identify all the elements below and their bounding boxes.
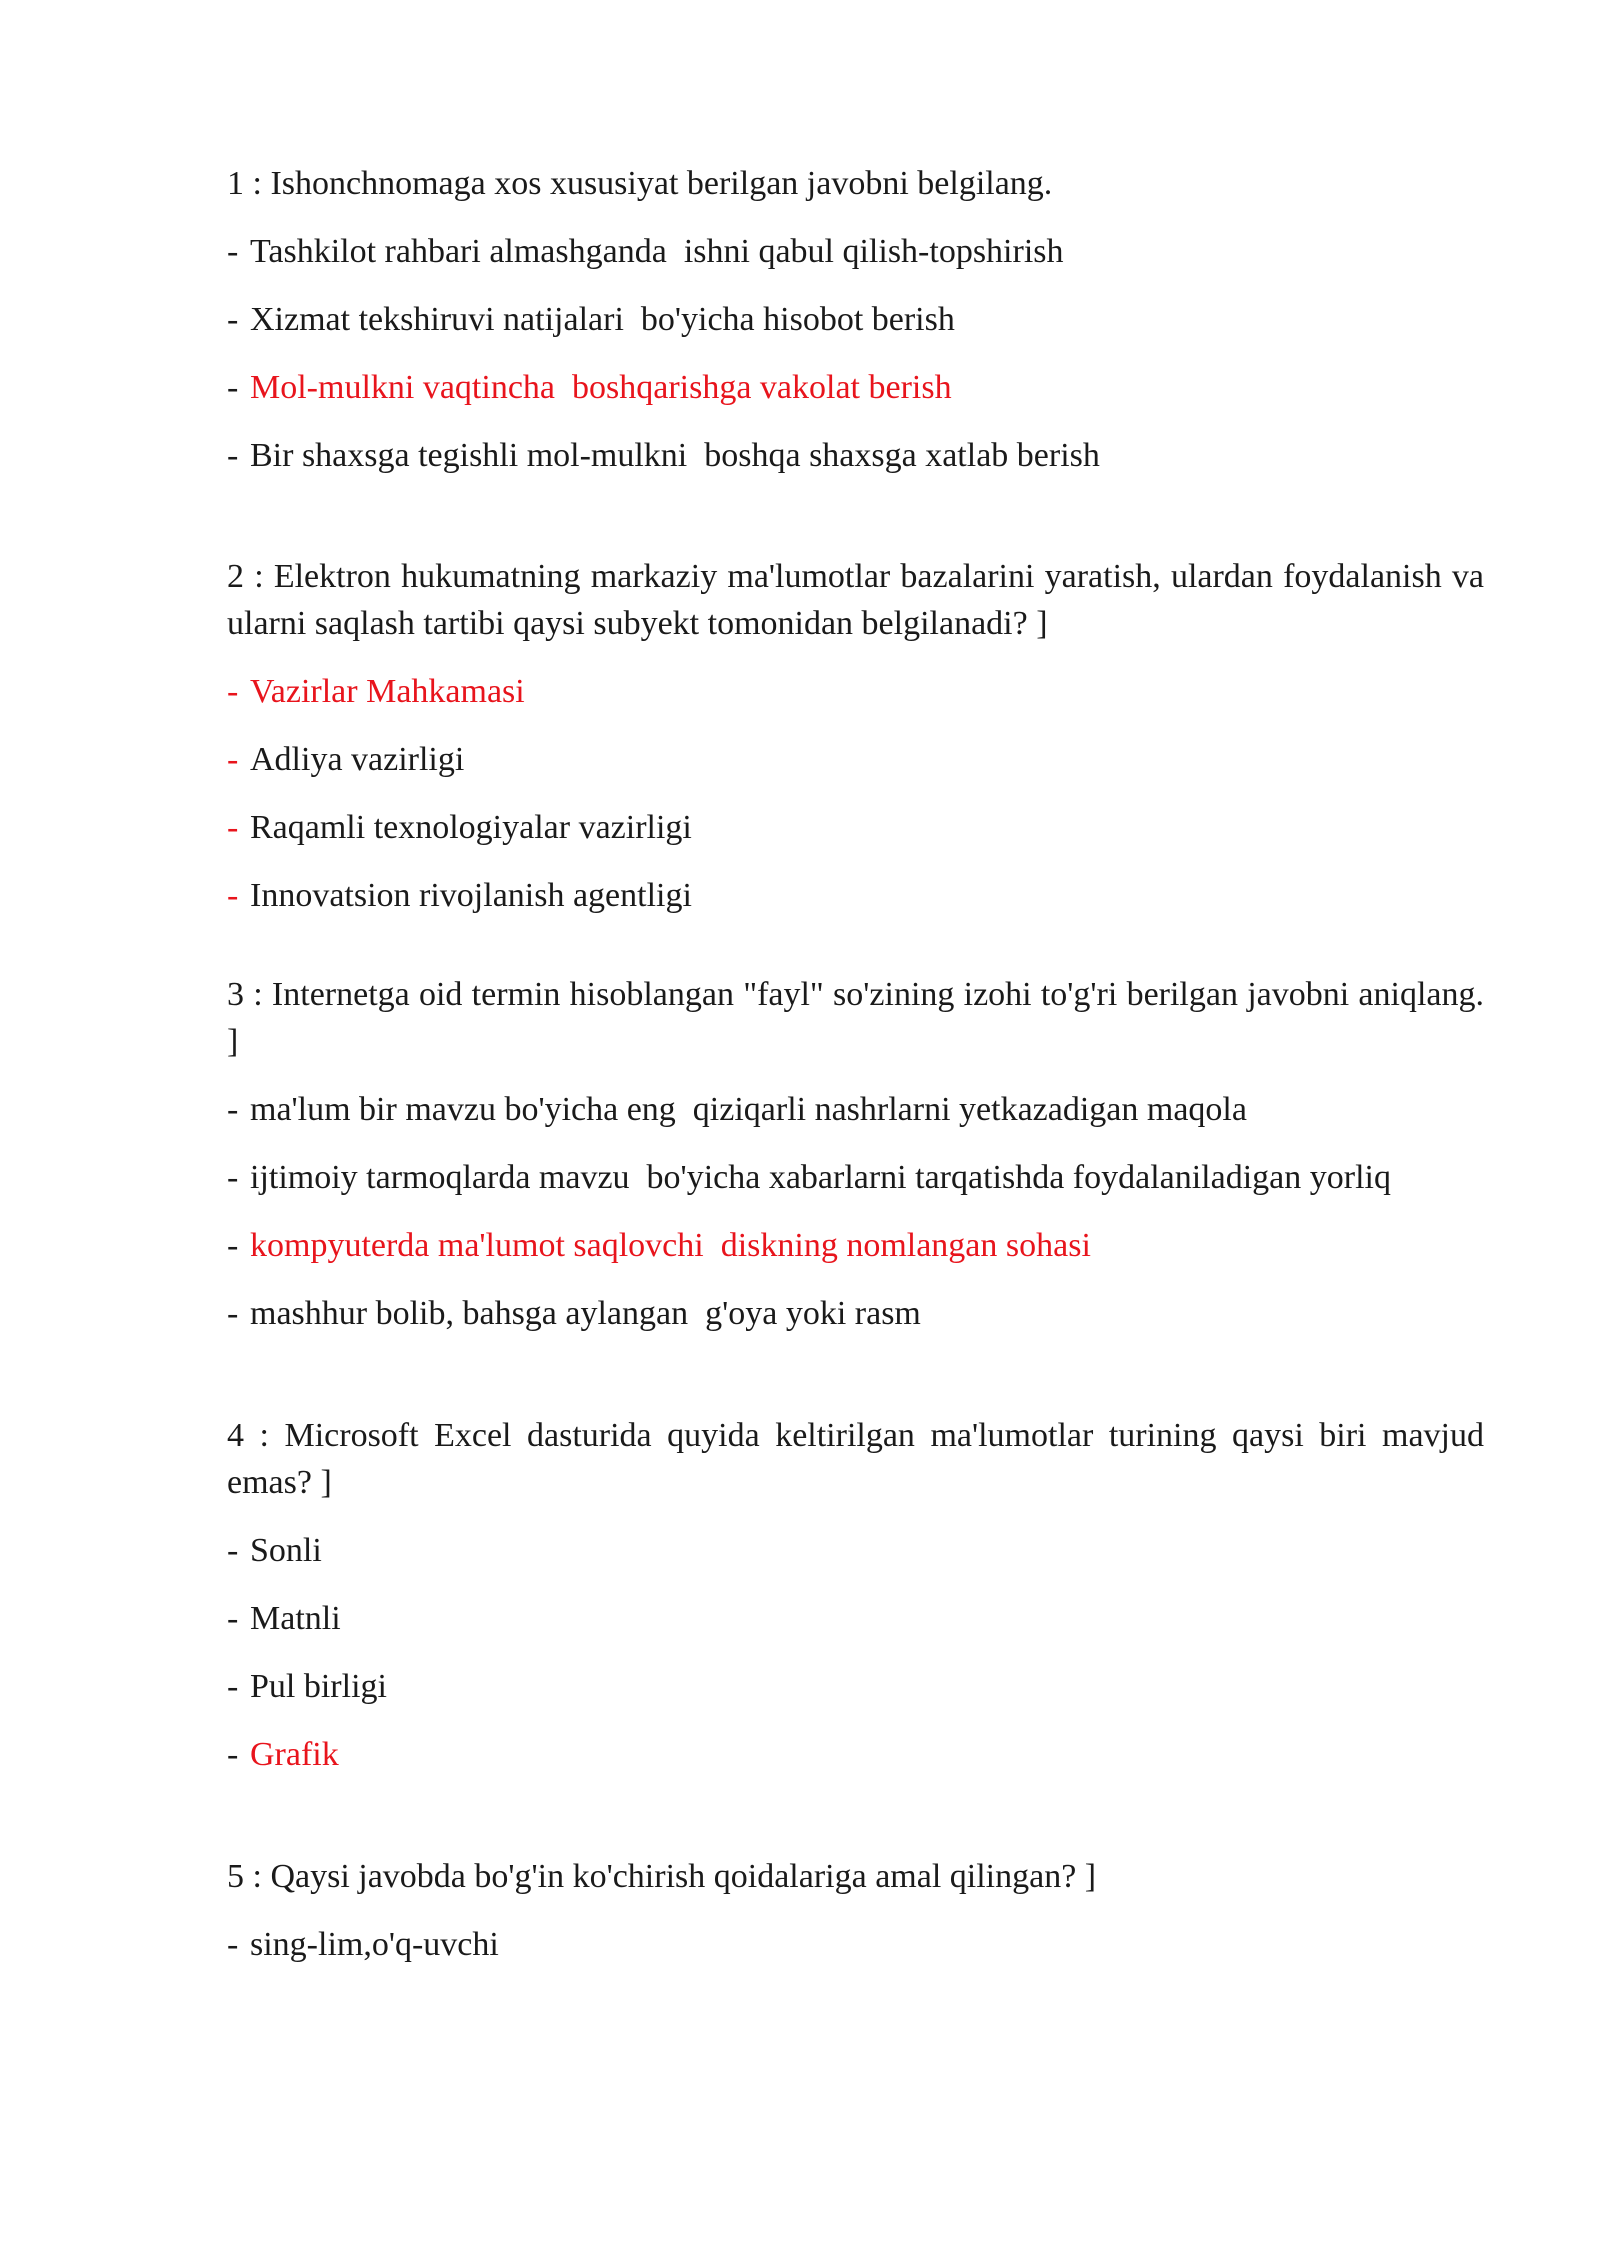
option-text: Innovatsion rivojlanish agentligi (250, 877, 692, 914)
option-text: sing-lim,o'q-uvchi (250, 1926, 499, 1963)
option-text: Tashkilot rahbari almashganda ishni qabul qilish-topshirish (250, 233, 1064, 270)
question-text: 5 : Qaysi javobda bo'g'in ko'chirish qoidalariga amal qilingan? ] (227, 1858, 1097, 1895)
option-item (227, 872, 1484, 919)
option-text-correct: Mol-mulkni vaqtincha boshqarishga vakolat berish (250, 369, 952, 406)
question-block-1 (227, 160, 1484, 479)
option-dash: - (227, 1227, 239, 1264)
option-dash: - (227, 301, 239, 338)
option-dash: - (227, 233, 239, 270)
option-dash: - (227, 809, 239, 846)
option-item (227, 736, 1484, 783)
question-block-3 (227, 971, 1484, 1337)
option-dash: - (227, 673, 239, 710)
option-dash: - (227, 1600, 239, 1637)
option-text: Xizmat tekshiruvi natijalari bo'yicha hisobot berish (250, 301, 955, 338)
document-page (227, 160, 1484, 1968)
option-item-correct (227, 668, 1484, 715)
option-item-correct (227, 1731, 1484, 1778)
option-text: mashhur bolib, bahsga aylangan g'oya yoki rasm (250, 1295, 921, 1332)
option-dash: - (227, 1295, 239, 1332)
option-item (227, 1595, 1484, 1642)
option-dash: - (227, 1091, 239, 1128)
option-dash: - (227, 741, 239, 778)
option-item (227, 296, 1484, 343)
option-item (227, 1086, 1484, 1133)
option-dash: - (227, 1668, 239, 1705)
option-item (227, 1290, 1484, 1337)
option-text: Bir shaxsga tegishli mol-mulkni boshqa shaxsga xatlab berish (250, 437, 1100, 474)
question-block-2 (227, 553, 1484, 919)
options-list (227, 1921, 1484, 1968)
option-text: Matnli (250, 1600, 341, 1637)
question-block-4 (227, 1412, 1484, 1778)
option-item (227, 432, 1484, 479)
question-block-5 (227, 1853, 1484, 1968)
option-item (227, 228, 1484, 275)
option-text-correct: kompyuterda ma'lumot saqlovchi diskning nomlangan sohasi (250, 1227, 1091, 1264)
question-text: 1 : Ishonchnomaga xos xususiyat berilgan javobni belgilang. (227, 165, 1053, 202)
option-text: ma'lum bir mavzu bo'yicha eng qiziqarli nashrlarni yetkazadigan maqola (250, 1091, 1247, 1128)
option-dash: - (227, 877, 239, 914)
options-list (227, 1086, 1484, 1337)
options-list (227, 228, 1484, 479)
option-dash: - (227, 1532, 239, 1569)
option-text-correct: Vazirlar Mahkamasi (250, 673, 525, 710)
option-dash: - (227, 1159, 239, 1196)
options-list (227, 668, 1484, 919)
question-text: 4 : Microsoft Excel dasturida quyida keltirilgan ma'lumotlar turining qaysi biri mavjud emas? ] (227, 1417, 1484, 1501)
question-text: 3 : Internetga oid termin hisoblangan "fayl" so'zining izohi to'g'ri berilgan javobni aniqlang. ] (227, 976, 1484, 1060)
option-item (227, 1154, 1484, 1201)
option-item (227, 1921, 1484, 1968)
options-list (227, 1527, 1484, 1778)
question-text: 2 : Elektron hukumatning markaziy ma'lumotlar bazalarini yaratish, ulardan foydalanish va ularni saqlash tartibi qaysi subyekt tomonidan belgilanadi? ] (227, 558, 1484, 642)
option-text: ijtimoiy tarmoqlarda mavzu bo'yicha xabarlarni tarqatishda foydalaniladigan yorliq (250, 1159, 1391, 1196)
option-text: Adliya vazirligi (250, 741, 465, 778)
option-dash: - (227, 1926, 239, 1963)
option-text: Sonli (250, 1532, 322, 1569)
option-text-correct: Grafik (250, 1736, 339, 1773)
option-dash: - (227, 1736, 239, 1773)
option-item (227, 1527, 1484, 1574)
option-item-correct (227, 364, 1484, 411)
option-item (227, 1663, 1484, 1710)
option-item (227, 804, 1484, 851)
option-text: Raqamli texnologiyalar vazirligi (250, 809, 692, 846)
option-text: Pul birligi (250, 1668, 387, 1705)
option-dash: - (227, 437, 239, 474)
option-dash: - (227, 369, 239, 406)
option-item-correct (227, 1222, 1484, 1269)
